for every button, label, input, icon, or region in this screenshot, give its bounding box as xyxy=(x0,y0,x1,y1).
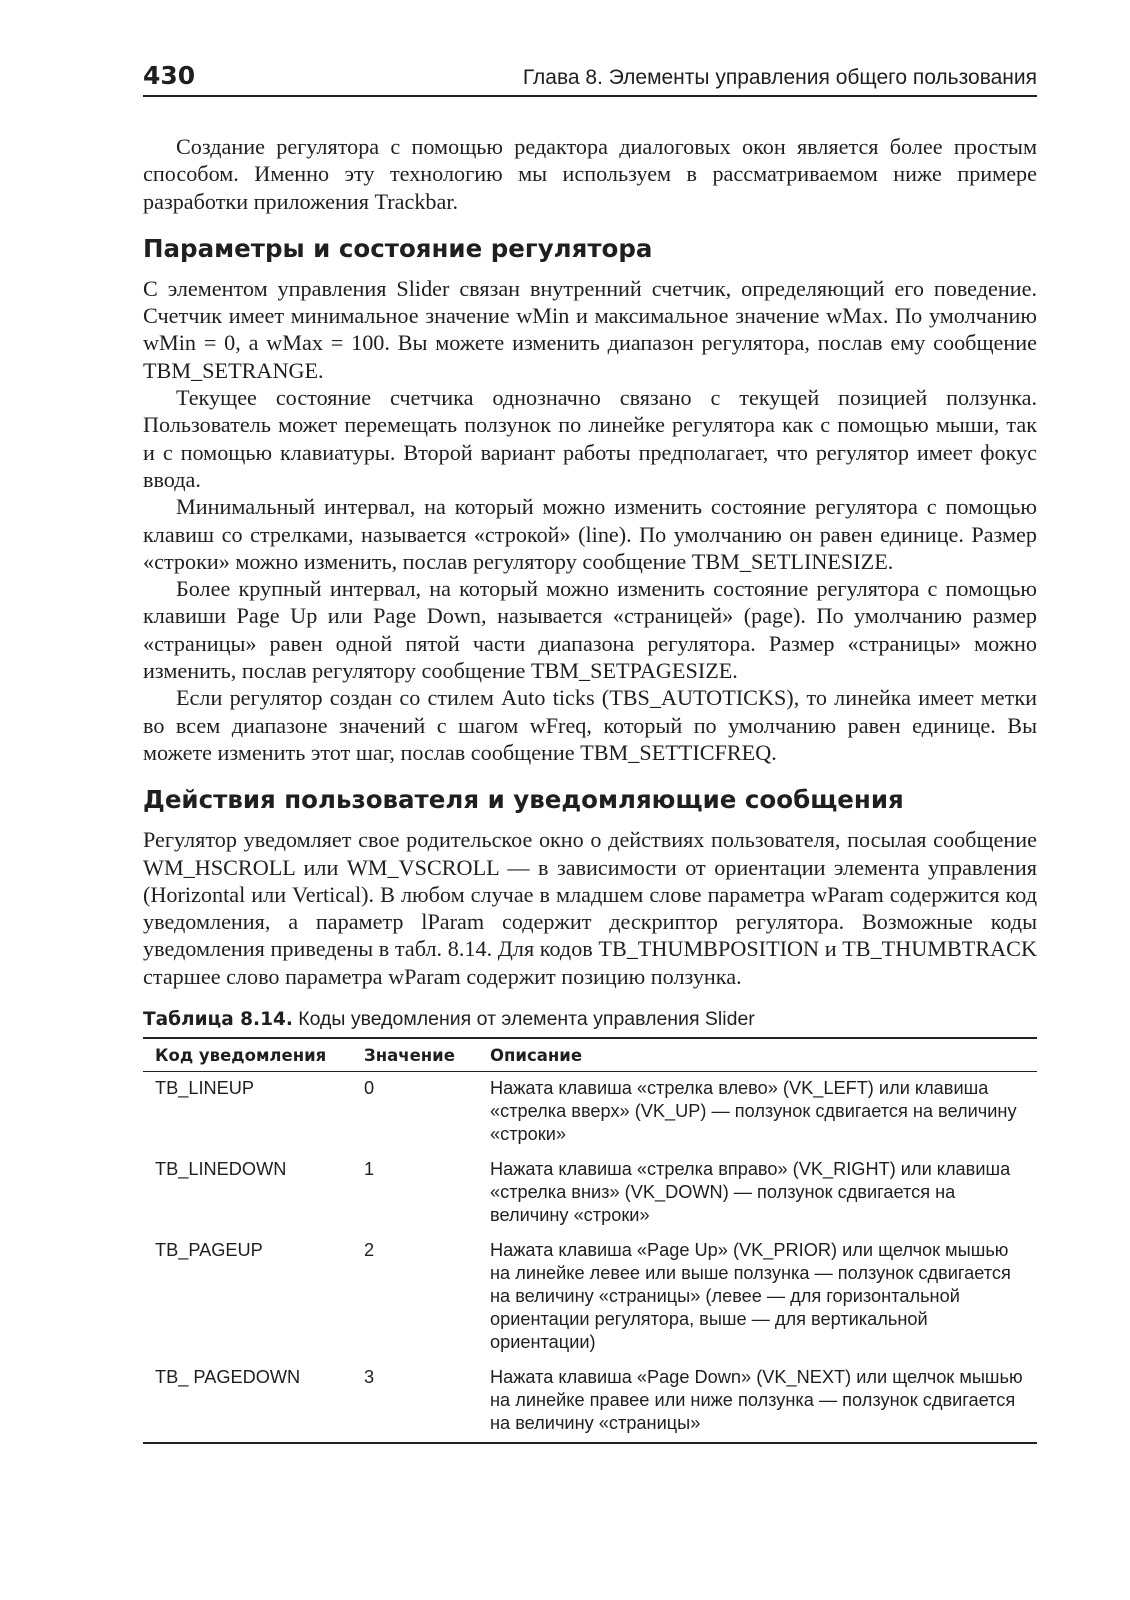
paragraph: Текущее состояние счетчика однозначно связано с текущей позицией ползунка. Пользователь может перемещать ползунок по линейке регулятора как с помощью мыши, так и с помощью клавиатуры. Второй вариант работы предполагает, что регулятор имеет фокус ввода. xyxy=(143,385,1037,492)
paragraph: Если регулятор создан со стилем Auto ticks (TBS_AUTOTICKS), то линейка имеет метки во всем диапазоне значений с шагом wFreq, который по умолчанию равен единице. Вы можете изменить этот шаг, послав сообщение TBM_SETTICFREQ. xyxy=(143,685,1037,765)
cell-code: TB_LINEUP xyxy=(155,1078,255,1099)
cell-value: 0 xyxy=(364,1078,375,1099)
paragraph: Минимальный интервал, на который можно изменить состояние регулятора с помощью клавиш со стрелками, называется «строкой» (line). По умолчанию он равен единице. Размер «строки» можно изменить, послав регулятору сообщение TBM_SETLINESIZE. xyxy=(143,494,1037,574)
table-caption xyxy=(143,1008,1037,1031)
cell-value: 2 xyxy=(364,1240,375,1261)
cell-description: Нажата клавиша «Page Down» (VK_NEXT) или щелчок мышью на линейке правее или ниже ползунка — ползунок сдвигается на величину «страницы» xyxy=(478,1361,1037,1443)
table-row xyxy=(143,1361,1037,1443)
table-row xyxy=(143,1072,1037,1154)
section-heading-actions: Действия пользователя и уведомляющие сообщения xyxy=(143,785,904,815)
paragraph: Более крупный интервал, на который можно изменить состояние регулятора с помощью клавиши Page Up или Page Down, называется «страницей» (page). По умолчанию размер «страницы» равен одной пятой части диапазона регулятора. Размер «страницы» можно изменить, послав регулятору сообщение TBM_SETPAGESIZE. xyxy=(143,576,1037,684)
cell-description: Нажата клавиша «стрелка вправо» (VK_RIGHT) или клавиша «стрелка вниз» (VK_DOWN) — ползунок сдвигается на величину «строки» xyxy=(490,1159,1011,1226)
column-header-code: Код уведомления xyxy=(143,1038,352,1072)
cell-code: TB_ PAGEDOWN xyxy=(143,1361,352,1443)
section-heading-parameters: Параметры и состояние регулятора xyxy=(143,233,653,263)
paragraph: Регулятор уведомляет свое родительское окно о действиях пользователя, посылая сообщение WM_HSCROLL или WM_VSCROLL — в зависимости от ориентации элемента управления (Horizontal или Vertical). В любом случае в младшем слове параметра wParam содержится код уведомления, а параметр lParam содержит дескриптор регулятора. Возможные коды уведомления приведены в табл. 8.14. Для кодов TB_THUMBPOSITION и TB_THUMBTRACK старшее слово параметра wParam содержит позицию ползунка. xyxy=(143,827,1037,989)
cell-code: TB_PAGEUP xyxy=(155,1240,263,1261)
cell-value: 1 xyxy=(364,1159,375,1180)
table-row xyxy=(143,1234,1037,1361)
cell-value: 3 xyxy=(352,1361,478,1443)
intro-paragraph: Создание регулятора с помощью редактора диалоговых окон является более простым способом. Именно эту технологию мы используем в рассматриваемом ниже примере разработки приложения Trackbar. xyxy=(143,134,1037,214)
column-header-value: Значение xyxy=(352,1038,478,1072)
notification-codes-table xyxy=(143,1037,1037,1444)
page xyxy=(143,56,1037,1444)
cell-description: Нажата клавиша «Page Up» (VK_PRIOR) или щелчок мышью на линейке левее или выше ползунка — ползунок сдвигается на величину «страницы» (левее — для горизонтальной ориентации регулятора, выше — для вертикальной ориентации) xyxy=(490,1240,1011,1353)
page-number: 430 xyxy=(143,61,196,90)
column-header-description: Описание xyxy=(478,1038,1037,1072)
running-head xyxy=(143,56,1037,97)
paragraph: С элементом управления Slider связан внутренний счетчик, определяющий его поведение. Счетчик имеет минимальное значение wMin и максимальное значение wMax. По умолчанию wMin = 0, а wMax = 100. Вы можете изменить диапазон регулятора, послав ему сообщение TBM_SETRANGE. xyxy=(143,275,1037,383)
chapter-title: Глава 8. Элементы управления общего пользования xyxy=(522,66,1037,89)
cell-description: Нажата клавиша «стрелка влево» (VK_LEFT) или клавиша «стрелка вверх» (VK_UP) — ползунок сдвигается на величину «строки» xyxy=(490,1078,1017,1145)
table-row xyxy=(143,1153,1037,1234)
table-caption-text: Коды уведомления от элемента управления Slider xyxy=(298,1008,755,1031)
table-caption-label: Таблица 8.14. xyxy=(143,1009,293,1031)
table-header-row xyxy=(143,1038,1037,1072)
cell-code: TB_LINEDOWN xyxy=(155,1159,287,1180)
